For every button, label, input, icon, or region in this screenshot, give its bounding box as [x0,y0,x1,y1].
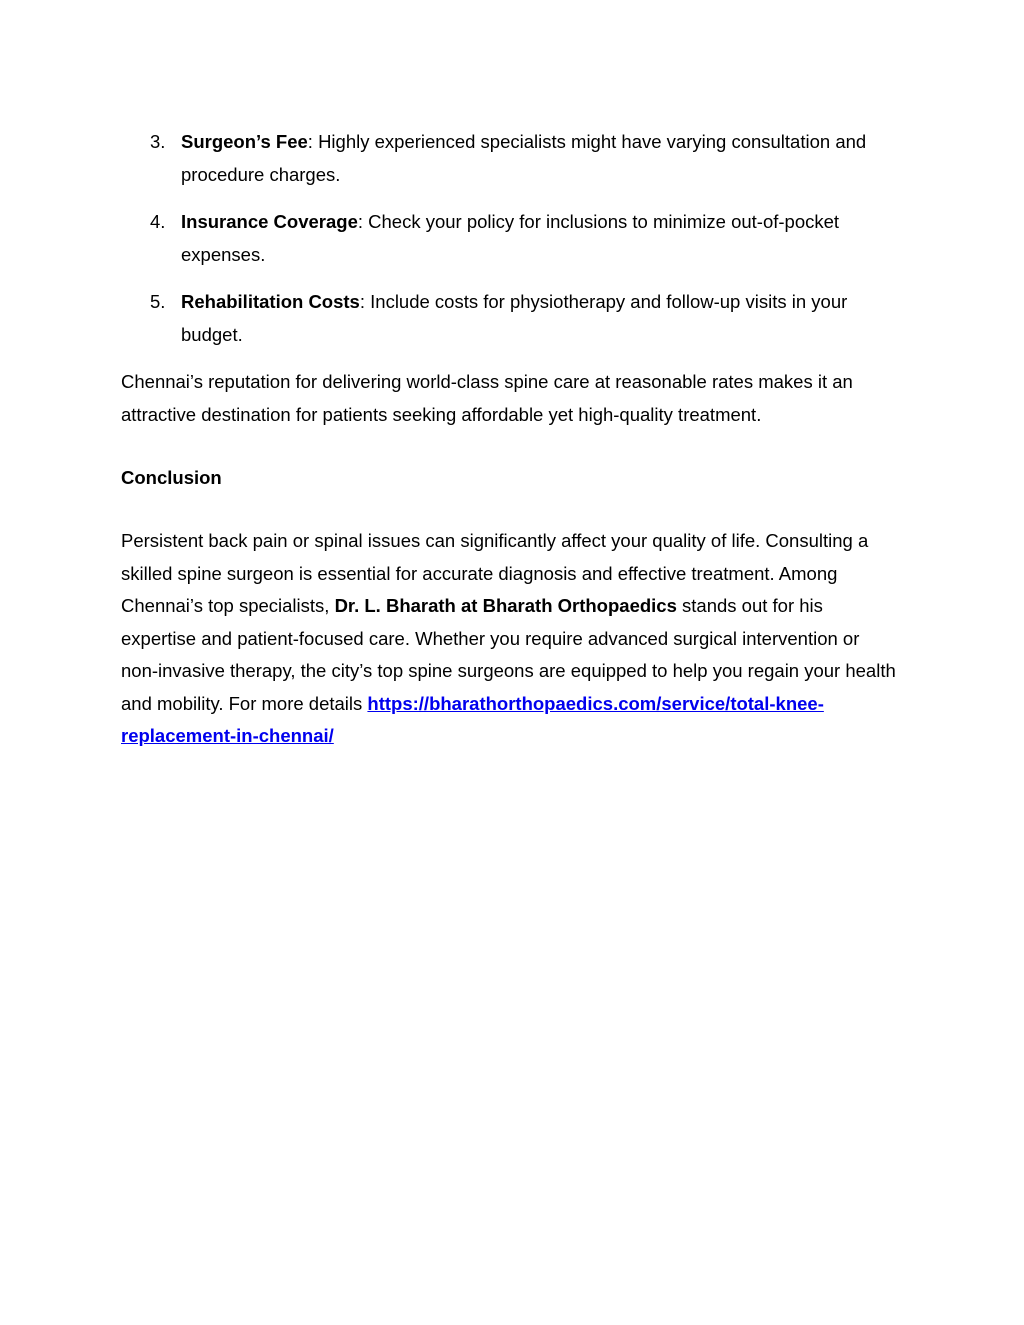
list-item [150,126,910,191]
list-item-text [181,206,910,271]
cost-factors-list [150,126,910,366]
list-item [150,206,910,271]
list-number: 5. [150,291,166,312]
list-item-description: : Include costs for physiotherapy and follow-up visits in your budget. [181,291,848,345]
list-item-term: Insurance Coverage [181,211,358,232]
list-number: 3. [150,131,166,152]
list-item-term: Rehabilitation Costs [181,291,360,312]
list-item-term: Surgeon’s Fee [181,131,308,152]
list-item-text [181,286,910,351]
list-item-description: : Highly experienced specialists might have varying consultation and procedure charges. [181,131,867,185]
conclusion-paragraph [121,525,901,753]
conclusion-heading: Conclusion [121,467,222,488]
list-item-text [181,126,910,191]
details-link[interactable]: https://bharathorthopaedics.com/service/total-knee-replacement-in-chennai/ [121,692,824,746]
chennai-paragraph: Chennai’s reputation for delivering world-class spine care at reasonable rates makes it an attractive destination for patients seeking affordable yet high-quality treatment. [121,371,853,425]
conclusion-text: Persistent back pain or spinal issues can significantly affect your quality of life. Consulting a skilled spine surgeon is essential for accurate diagnosis and effective treatment. Among Chennai’s top specialists, [121,530,869,616]
conclusion-text-continued: stands out for his expertise and patient-focused care. Whether you require advanced surgical intervention or non-invasive therapy, the city’s top spine surgeons are equipped to help you regain your health and mobility. For more details [121,595,896,714]
doctor-name: Dr. L. Bharath at Bharath Orthopaedics [334,595,677,616]
list-number: 4. [150,211,166,232]
list-item [150,286,910,351]
list-item-description: : Check your policy for inclusions to minimize out-of-pocket expenses. [181,211,840,265]
